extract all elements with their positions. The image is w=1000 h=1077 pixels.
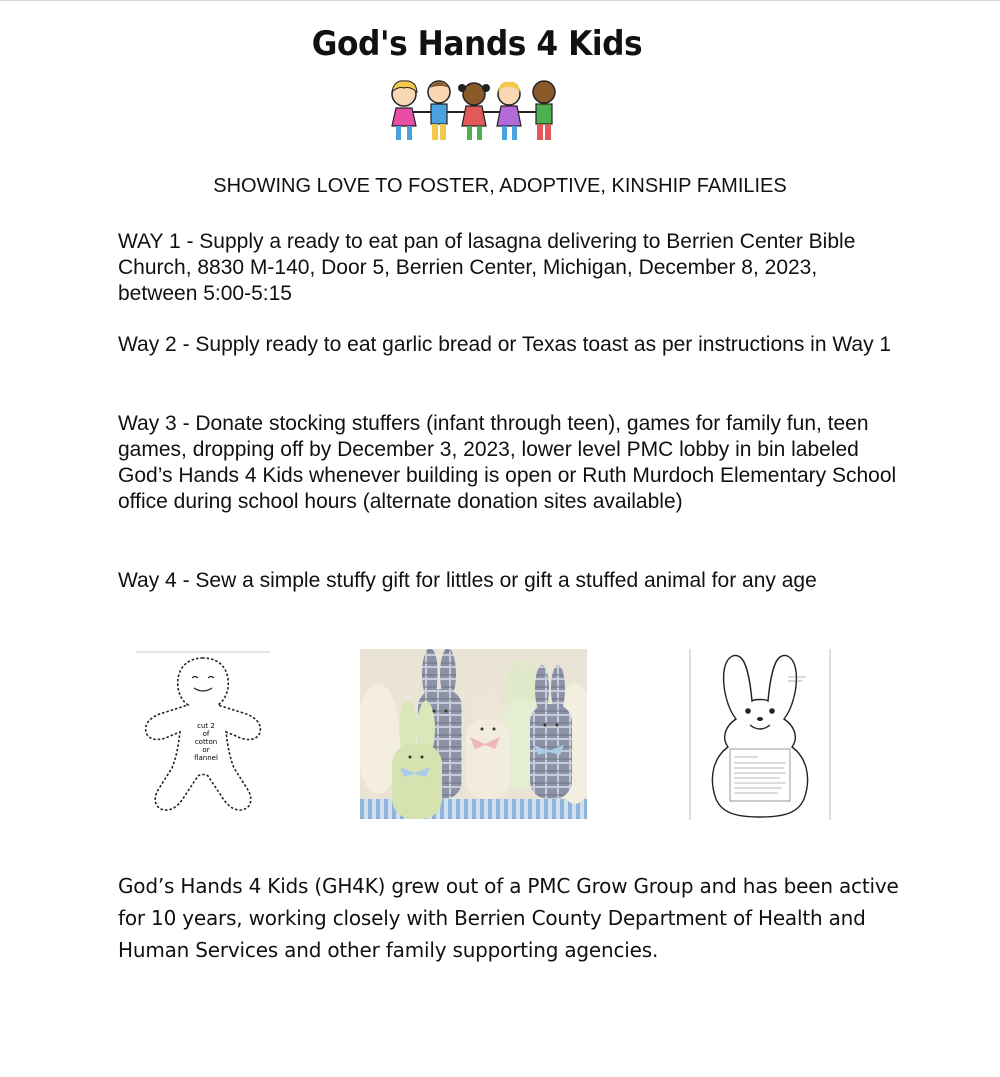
pattern-line-3: cotton	[194, 738, 218, 746]
way-2-text: Way 2 - Supply ready to eat garlic bread or Texas toast as per instructions in Way 1	[118, 333, 892, 356]
way-3-text: Way 3 - Donate stocking stuffers (infant through teen), games for family fun, teen games, dropping off by December 3, 2023, lower level PMC lobby in bin labeled God’s Hands 4 Kids whenever building is open or Ruth Murdoch Elementary School office during school hours (alternate donation sites available)	[118, 412, 897, 513]
pattern-line-5: flannel	[194, 754, 218, 762]
top-divider	[0, 0, 1000, 1]
holding-hands-kids-icon	[386, 78, 562, 148]
subtitle: SHOWING LOVE TO FOSTER, ADOPTIVE, KINSHIP FAMILIES	[213, 175, 787, 197]
page-title: God's Hands 4 Kids	[311, 24, 643, 64]
bunny-pattern-icon	[688, 649, 832, 820]
way-1-text: WAY 1 - Supply a ready to eat pan of lasagna delivering to Berrien Center Bible Church, 8830 M-140, Door 5, Berrien Center, Michigan, December 8, 2023, between 5:00-5:15	[118, 230, 856, 305]
gingerbread-pattern-icon	[136, 650, 270, 818]
footer-paragraph: God’s Hands 4 Kids (GH4K) grew out of a PMC Grow Group and has been active for 10 years, working closely with Berrien County Department of Health and Human Services and other family supporting agencies.	[118, 874, 899, 962]
pattern-doll-instructions	[194, 722, 218, 762]
way-4-text: Way 4 - Sew a simple stuffy gift for littles or gift a stuffed animal for any age	[118, 569, 817, 592]
pattern-line-1: cut 2	[197, 722, 215, 730]
pattern-line-4: or	[202, 746, 210, 754]
pattern-line-2: of	[202, 730, 210, 738]
stuffed-bunnies-photo	[360, 649, 587, 819]
